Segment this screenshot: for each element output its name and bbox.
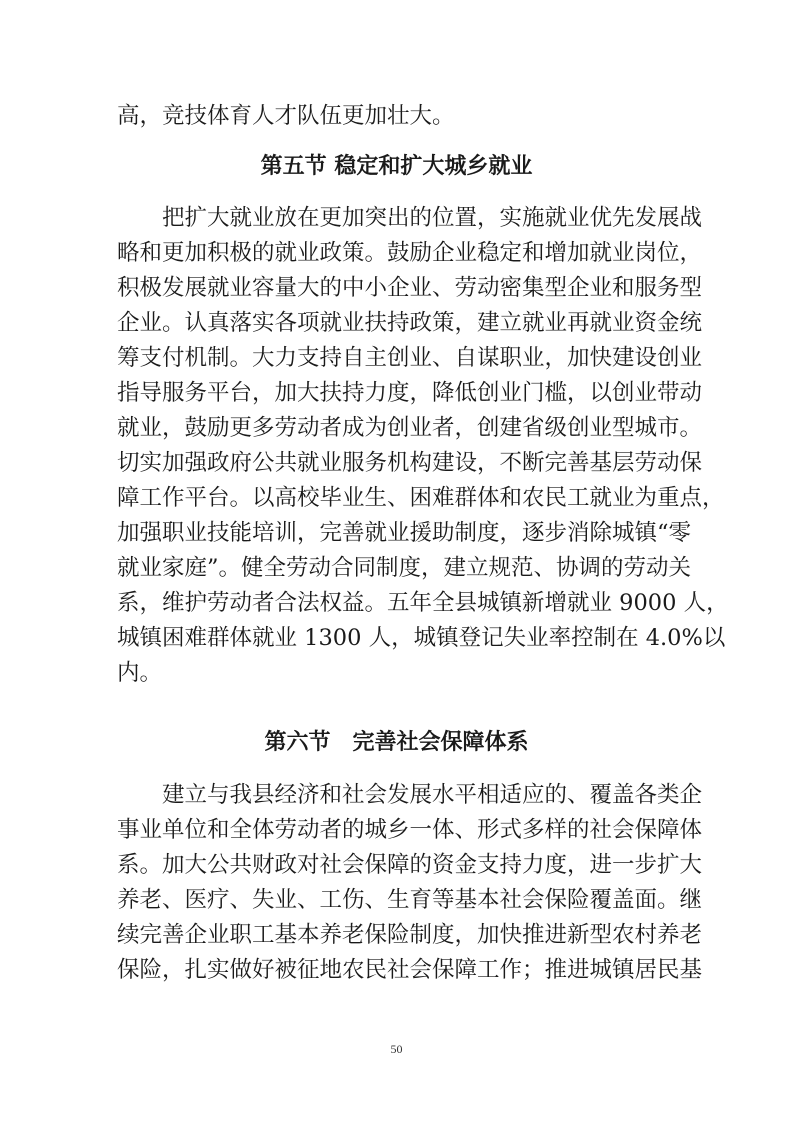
paragraph-line: 续完善企业职工基本养老保险制度，加快推进新型农村养老: [117, 922, 703, 948]
paragraph-line: 系。加大公共财政对社会保障的资金支持力度，进一步扩大: [117, 852, 703, 878]
paragraph-line: 筹支付机制。大力支持自主创业、自谋职业，加快建设创业: [117, 345, 703, 371]
paragraph-line: 系，维护劳动者合法权益。五年全县城镇新增就业 9000 人，: [117, 590, 729, 616]
page-number: 50: [390, 1042, 403, 1056]
paragraph-line: 城镇困难群体就业 1300 人，城镇登记失业率控制在 4.0%以: [117, 625, 726, 651]
paragraph-line: 加强职业技能培训，完善就业援助制度，逐步消除城镇“零: [117, 520, 692, 546]
paragraph-line: 内。: [117, 660, 163, 686]
paragraph-line: 积极发展就业容量大的中小企业、劳动密集型企业和服务型: [117, 275, 703, 301]
paragraph-line: 事业单位和全体劳动者的城乡一体、形式多样的社会保障体: [117, 817, 703, 843]
paragraph-line: 就业家庭”。健全劳动合同制度，建立规范、协调的劳动关: [117, 555, 692, 581]
paragraph-line: 养老、医疗、失业、工伤、生育等基本社会保险覆盖面。继: [117, 887, 703, 913]
paragraph-line: 就业，鼓励更多劳动者成为创业者，创建省级创业型城市。: [117, 415, 703, 441]
section-heading: 第五节 稳定和扩大城乡就业: [260, 154, 533, 179]
paragraph-line: 把扩大就业放在更加突出的位置，实施就业优先发展战: [117, 205, 703, 231]
section-heading: 第六节 完善社会保障体系: [264, 730, 529, 755]
paragraph-line: 建立与我县经济和社会发展水平相适应的、覆盖各类企: [117, 782, 703, 808]
paragraph-line: 保险，扎实做好被征地农民社会保障工作；推进城镇居民基: [117, 957, 703, 983]
paragraph-line: 切实加强政府公共就业服务机构建设，不断完善基层劳动保: [117, 450, 703, 476]
paragraph-line: 企业。认真落实各项就业扶持政策，建立就业再就业资金统: [117, 310, 703, 336]
paragraph-line: 高，竞技体育人才队伍更加壮大。: [117, 103, 455, 129]
paragraph-line: 指导服务平台，加大扶持力度，降低创业门槛，以创业带动: [117, 380, 703, 406]
paragraph-line: 略和更加积极的就业政策。鼓励企业稳定和增加就业岗位，: [117, 240, 703, 266]
paragraph-line: 障工作平台。以高校毕业生、困难群体和农民工就业为重点，: [117, 485, 725, 511]
